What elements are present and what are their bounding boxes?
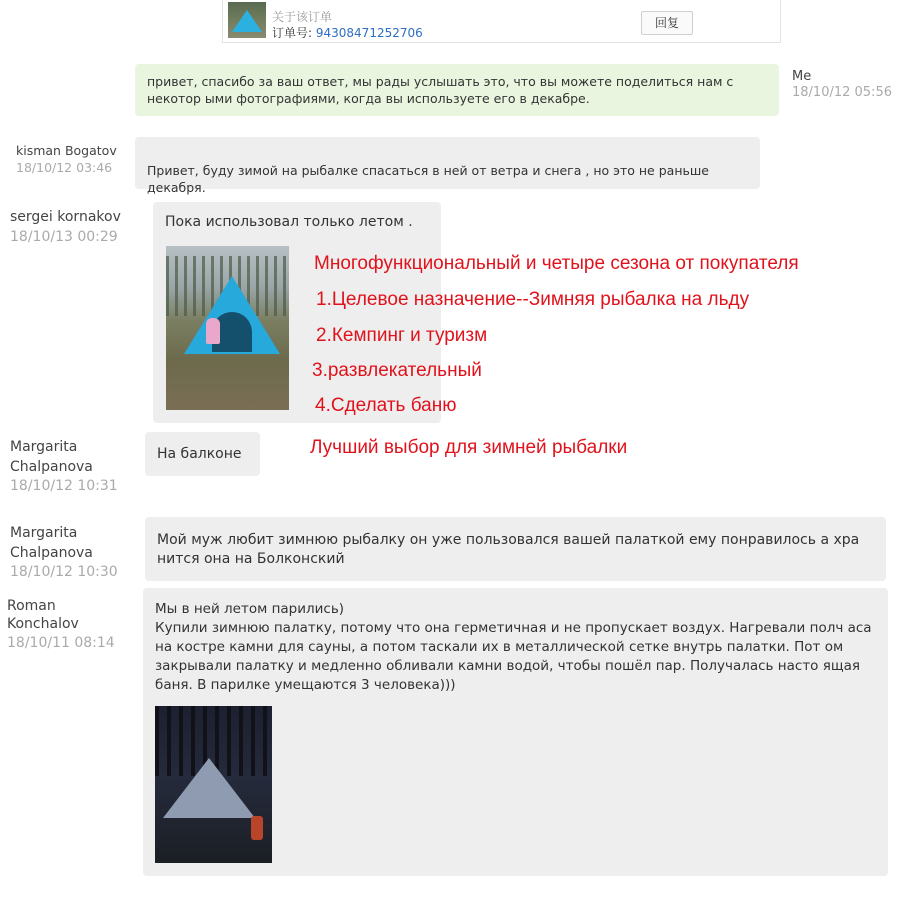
message-text: привет, спасибо за ваш ответ, мы рады услышать это, что вы можете поделиться нам с некотор ыми фотографиями, когда вы используете его в декабре. [147, 74, 734, 106]
overlay-item: 3.развлекательный [312, 360, 482, 381]
overlay-item: 1.Целевое назначение--Зимняя рыбалка на льду [316, 289, 750, 310]
message-text: Привет, буду зимой на рыбалке спасаться в ней от ветра и снега , но это не раньше декабря. [147, 163, 709, 195]
order-card [222, 0, 781, 43]
overlay-item: 4.Сделать баню [315, 395, 457, 416]
message-bubble-me [135, 64, 779, 116]
message-author: sergei kornakov [10, 209, 121, 225]
message-author: Margarita [10, 525, 78, 541]
product-thumbnail[interactable] [228, 2, 266, 38]
order-number-label: 订单号: [272, 26, 313, 40]
order-number-link[interactable]: 94308471252706 [315, 26, 423, 40]
message-author: Chalpanova [10, 459, 93, 475]
message-text: Пока использовал только летом . [165, 214, 413, 230]
message-author: Me [792, 69, 812, 84]
reply-button[interactable]: 回复 [641, 11, 693, 35]
tent-night-photo[interactable] [155, 706, 272, 863]
overlay-item: 2.Кемпинг и туризм [316, 325, 488, 346]
message-bubble [145, 432, 260, 476]
message-time: 18/10/13 00:29 [10, 229, 118, 245]
message-text: Мой муж любит зимнюю рыбалку он уже пользовался вашей палаткой ему понравилось а хра нится она на Болконский [157, 532, 860, 567]
message-bubble [145, 517, 886, 581]
message-time: 18/10/12 03:46 [16, 160, 113, 175]
message-time: 18/10/12 05:56 [792, 85, 892, 100]
message-text: Мы в ней летом парились) [155, 601, 345, 617]
order-number-row [272, 24, 423, 41]
message-author: Roman [7, 598, 56, 614]
message-bubble [135, 137, 760, 195]
message-time: 18/10/11 08:14 [7, 635, 115, 651]
overlay-best-choice: Лучший выбор для зимней рыбалки [310, 437, 628, 458]
message-author: Konchalov [7, 616, 79, 632]
message-author: Margarita [10, 439, 78, 455]
order-about-label: 关于该订单 [272, 10, 333, 24]
tent-summer-photo[interactable] [166, 246, 289, 410]
message-time: 18/10/12 10:30 [10, 564, 118, 580]
message-text: На балконе [157, 446, 242, 462]
overlay-title: Многофункциональный и четыре сезона от покупателя [314, 253, 799, 274]
message-text: Купили зимнюю палатку, потому что она герметичная и не пропускает воздух. Нагревали полч аса на костре камни для сауны, а потом таскали их в металлической сетке внутрь палатки. Пот ом закрывали палатку и медленно обливали камни водой, чтобы пошёл пар. Получалась насто ящая баня. В парилке умещаются 3 человека))) [155, 620, 872, 693]
message-time: 18/10/12 10:31 [10, 478, 118, 494]
message-author: Chalpanova [10, 545, 93, 561]
message-author: kisman Bogatov [16, 143, 117, 158]
